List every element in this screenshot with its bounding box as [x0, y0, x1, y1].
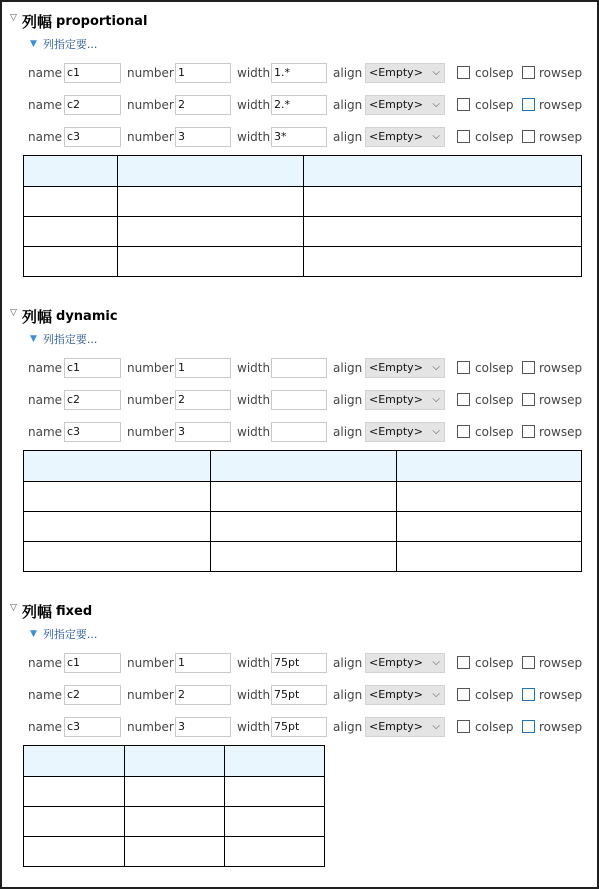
chevron-down-icon: ⌵ — [432, 131, 440, 142]
name-field[interactable]: c3 — [64, 422, 121, 442]
chevron-down-icon: ⌵ — [432, 99, 440, 110]
colsep-label: colsep — [475, 393, 514, 407]
width-label: width — [237, 393, 271, 407]
table-header-row — [24, 451, 582, 482]
width-label: width — [237, 361, 271, 375]
number-label: number — [127, 688, 174, 702]
align-value: <Empty> — [369, 130, 423, 143]
name-label: name — [28, 361, 63, 375]
chevron-down-icon: ⌵ — [432, 426, 440, 437]
table-row — [24, 777, 325, 807]
table-header-row — [24, 156, 582, 187]
colspec-row — [10, 685, 595, 707]
table-header-row — [24, 746, 325, 777]
chevron-down-icon: ⌵ — [432, 721, 440, 732]
table-cell[interactable] — [225, 777, 325, 807]
table-header-cell[interactable] — [225, 746, 325, 777]
number-field[interactable]: 2 — [175, 390, 231, 410]
colspec-row — [10, 422, 595, 444]
colspec-row — [10, 390, 595, 412]
align-select[interactable] — [365, 127, 445, 147]
table-row — [24, 542, 582, 572]
table-cell[interactable] — [118, 187, 304, 217]
table-cell[interactable] — [24, 217, 118, 247]
name-field[interactable]: c1 — [64, 63, 121, 83]
width-label: width — [237, 656, 271, 670]
colsep-checkbox[interactable] — [457, 720, 470, 733]
rowsep-checkbox[interactable] — [522, 656, 535, 669]
chevron-down-icon: ⌵ — [432, 657, 440, 668]
align-value: <Empty> — [369, 98, 423, 111]
width-field[interactable]: 75pt — [271, 685, 327, 705]
name-label: name — [28, 688, 63, 702]
width-label: width — [237, 98, 271, 112]
table-cell[interactable] — [24, 777, 125, 807]
colspec-subheader[interactable] — [30, 331, 97, 347]
number-field[interactable]: 1 — [175, 63, 231, 83]
colsep-label: colsep — [475, 98, 514, 112]
width-label: width — [237, 425, 271, 439]
table-cell[interactable] — [225, 807, 325, 837]
colsep-label: colsep — [475, 656, 514, 670]
colspec-label: 列指定要... — [42, 38, 98, 51]
table-header-cell[interactable] — [211, 451, 397, 482]
number-label: number — [127, 393, 174, 407]
chevron-down-icon: ⌵ — [432, 67, 440, 78]
table-cell[interactable] — [125, 807, 225, 837]
preview-table — [23, 745, 325, 867]
align-value: <Empty> — [369, 361, 423, 374]
table-cell[interactable] — [125, 837, 225, 867]
chevron-down-icon: ⌵ — [432, 394, 440, 405]
align-value: <Empty> — [369, 66, 423, 79]
section-title-sub: dynamic — [56, 308, 118, 324]
rowsep-label: rowsep — [539, 720, 583, 734]
rowsep-checkbox[interactable] — [522, 720, 535, 733]
table-row — [24, 217, 582, 247]
rowsep-label: rowsep — [539, 656, 583, 670]
section-title-main: 列幅 — [22, 602, 53, 621]
align-select[interactable] — [365, 717, 445, 737]
section-title-main: 列幅 — [22, 307, 53, 326]
width-field[interactable] — [271, 390, 327, 410]
table-row — [24, 187, 582, 217]
align-value: <Empty> — [369, 720, 423, 733]
triangle-down-outline-icon[interactable]: ▽ — [10, 603, 17, 613]
triangle-down-blue-icon[interactable]: ▼ — [30, 334, 37, 344]
rowsep-checkbox[interactable] — [522, 130, 535, 143]
rowsep-checkbox[interactable] — [522, 361, 535, 374]
width-label: width — [237, 66, 271, 80]
number-field[interactable]: 3 — [175, 422, 231, 442]
number-field[interactable]: 2 — [175, 95, 231, 115]
table-cell[interactable] — [24, 247, 118, 277]
colspec-row — [10, 95, 595, 117]
width-field[interactable]: 2.* — [271, 95, 327, 115]
table-cell[interactable] — [24, 807, 125, 837]
table-header-cell[interactable] — [125, 746, 225, 777]
table-header-cell[interactable] — [397, 451, 582, 482]
table-cell[interactable] — [397, 512, 582, 542]
triangle-down-blue-icon[interactable]: ▼ — [30, 39, 37, 49]
number-label: number — [127, 361, 174, 375]
name-field[interactable]: c3 — [64, 127, 121, 147]
colspec-row — [10, 358, 595, 380]
table-header-cell[interactable] — [24, 451, 211, 482]
align-label: align — [333, 688, 363, 702]
rowsep-label: rowsep — [539, 98, 583, 112]
number-label: number — [127, 656, 174, 670]
number-field[interactable]: 3 — [175, 127, 231, 147]
width-field[interactable] — [271, 358, 327, 378]
number-field[interactable]: 1 — [175, 653, 231, 673]
align-select[interactable] — [365, 653, 445, 673]
colsep-checkbox[interactable] — [457, 425, 470, 438]
chevron-down-icon: ⌵ — [432, 362, 440, 373]
width-label: width — [237, 688, 271, 702]
colspec-subheader[interactable] — [30, 36, 97, 52]
rowsep-checkbox[interactable] — [522, 393, 535, 406]
align-label: align — [333, 66, 363, 80]
align-label: align — [333, 393, 363, 407]
colsep-label: colsep — [475, 130, 514, 144]
preview-table — [23, 450, 582, 572]
rowsep-label: rowsep — [539, 393, 583, 407]
align-select[interactable] — [365, 358, 445, 378]
table-cell[interactable] — [211, 542, 397, 572]
number-label: number — [127, 98, 174, 112]
colsep-checkbox[interactable] — [457, 98, 470, 111]
name-label: name — [28, 130, 63, 144]
name-label: name — [28, 425, 63, 439]
table-row — [24, 512, 582, 542]
table-header-cell[interactable] — [24, 156, 118, 187]
width-field[interactable]: 1.* — [271, 63, 327, 83]
triangle-down-blue-icon[interactable]: ▼ — [30, 629, 37, 639]
colsep-checkbox[interactable] — [457, 66, 470, 79]
align-select[interactable] — [365, 63, 445, 83]
align-select[interactable] — [365, 685, 445, 705]
name-label: name — [28, 393, 63, 407]
number-field[interactable]: 2 — [175, 685, 231, 705]
name-label: name — [28, 66, 63, 80]
name-field[interactable]: c3 — [64, 717, 121, 737]
rowsep-checkbox[interactable] — [522, 425, 535, 438]
align-value: <Empty> — [369, 393, 423, 406]
colsep-checkbox[interactable] — [457, 361, 470, 374]
table-header-cell[interactable] — [24, 746, 125, 777]
rowsep-label: rowsep — [539, 361, 583, 375]
align-label: align — [333, 361, 363, 375]
table-row — [24, 807, 325, 837]
table-row — [24, 837, 325, 867]
table-cell[interactable] — [225, 837, 325, 867]
table-header-cell[interactable] — [304, 156, 582, 187]
table-cell[interactable] — [304, 187, 582, 217]
rowsep-checkbox[interactable] — [522, 688, 535, 701]
table-cell[interactable] — [24, 187, 118, 217]
number-label: number — [127, 130, 174, 144]
colsep-label: colsep — [475, 425, 514, 439]
triangle-down-outline-icon[interactable]: ▽ — [10, 13, 17, 23]
width-label: width — [237, 720, 271, 734]
name-field[interactable]: c2 — [64, 95, 121, 115]
number-label: number — [127, 425, 174, 439]
width-field[interactable] — [271, 422, 327, 442]
table-cell[interactable] — [24, 512, 211, 542]
number-field[interactable]: 3 — [175, 717, 231, 737]
align-label: align — [333, 720, 363, 734]
colspec-row — [10, 63, 595, 85]
name-label: name — [28, 98, 63, 112]
table-cell[interactable] — [24, 542, 211, 572]
width-field[interactable]: 75pt — [271, 653, 327, 673]
rowsep-checkbox[interactable] — [522, 98, 535, 111]
align-select[interactable] — [365, 95, 445, 115]
table-cell[interactable] — [24, 482, 211, 512]
section-header[interactable] — [10, 10, 147, 32]
colspec-subheader[interactable] — [30, 626, 97, 642]
colspec-label: 列指定要... — [42, 628, 98, 641]
table-row — [24, 247, 582, 277]
table-header-cell[interactable] — [118, 156, 304, 187]
align-select[interactable] — [365, 422, 445, 442]
colsep-label: colsep — [475, 361, 514, 375]
align-value: <Empty> — [369, 656, 423, 669]
table-cell[interactable] — [118, 217, 304, 247]
triangle-down-outline-icon[interactable]: ▽ — [10, 308, 17, 318]
number-label: number — [127, 66, 174, 80]
align-label: align — [333, 130, 363, 144]
table-row — [24, 482, 582, 512]
preview-table — [23, 155, 582, 277]
table-cell[interactable] — [304, 217, 582, 247]
table-cell[interactable] — [397, 482, 582, 512]
width-field[interactable]: 75pt — [271, 717, 327, 737]
table-cell[interactable] — [397, 542, 582, 572]
width-label: width — [237, 130, 271, 144]
section-header[interactable] — [10, 305, 118, 327]
table-cell[interactable] — [211, 512, 397, 542]
width-field[interactable]: 3* — [271, 127, 327, 147]
rowsep-checkbox[interactable] — [522, 66, 535, 79]
colspec-label: 列指定要... — [42, 333, 98, 346]
table-cell[interactable] — [125, 777, 225, 807]
colsep-checkbox[interactable] — [457, 393, 470, 406]
align-value: <Empty> — [369, 688, 423, 701]
colsep-checkbox[interactable] — [457, 656, 470, 669]
colspec-row — [10, 127, 595, 149]
table-cell[interactable] — [24, 837, 125, 867]
align-label: align — [333, 656, 363, 670]
chevron-down-icon: ⌵ — [432, 689, 440, 700]
colsep-label: colsep — [475, 688, 514, 702]
table-cell[interactable] — [118, 247, 304, 277]
rowsep-label: rowsep — [539, 688, 583, 702]
colsep-label: colsep — [475, 66, 514, 80]
rowsep-label: rowsep — [539, 425, 583, 439]
number-label: number — [127, 720, 174, 734]
name-label: name — [28, 656, 63, 670]
colsep-checkbox[interactable] — [457, 688, 470, 701]
section-title-sub: fixed — [56, 603, 93, 619]
align-select[interactable] — [365, 390, 445, 410]
section-title-main: 列幅 — [22, 12, 53, 31]
name-field[interactable]: c2 — [64, 390, 121, 410]
align-value: <Empty> — [369, 425, 423, 438]
section-title-sub: proportional — [56, 13, 148, 29]
colspec-row — [10, 653, 595, 675]
section-header[interactable] — [10, 600, 92, 622]
name-label: name — [28, 720, 63, 734]
align-label: align — [333, 98, 363, 112]
name-field[interactable]: c1 — [64, 358, 121, 378]
colsep-checkbox[interactable] — [457, 130, 470, 143]
name-field[interactable]: c2 — [64, 685, 121, 705]
colsep-label: colsep — [475, 720, 514, 734]
rowsep-label: rowsep — [539, 130, 583, 144]
table-cell[interactable] — [304, 247, 582, 277]
name-field[interactable]: c1 — [64, 653, 121, 673]
align-label: align — [333, 425, 363, 439]
number-field[interactable]: 1 — [175, 358, 231, 378]
table-cell[interactable] — [211, 482, 397, 512]
colspec-row — [10, 717, 595, 739]
rowsep-label: rowsep — [539, 66, 583, 80]
